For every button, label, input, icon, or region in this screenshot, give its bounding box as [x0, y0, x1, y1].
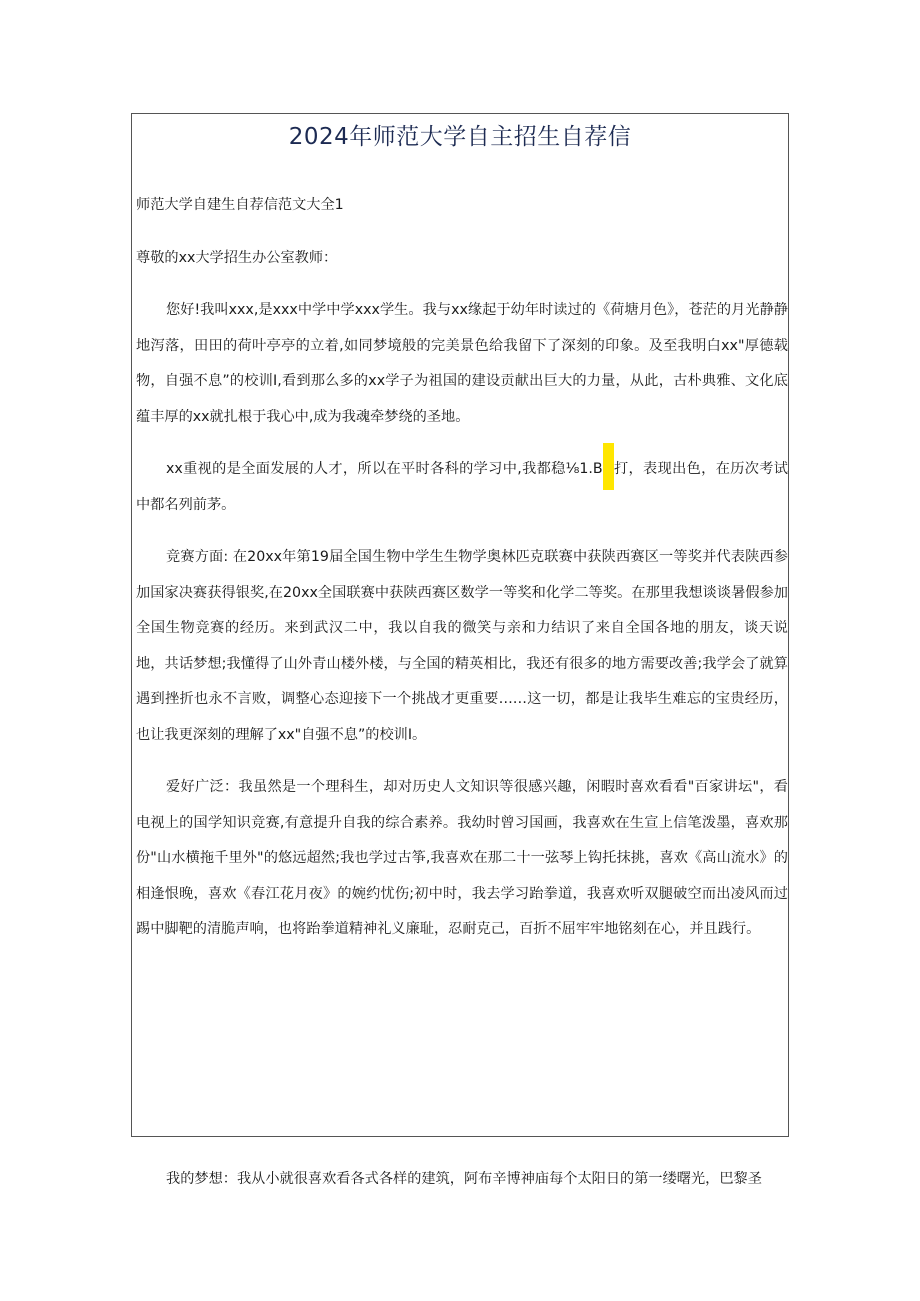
- paragraph-dream: 我的梦想：我从小就很喜欢看各式各样的建筑，阿布辛博神庙每个太阳日的第一缕曙光，巴黎圣: [166, 1171, 762, 1187]
- document-subtitle: 师范大学自建生自荐信范文大全1: [136, 197, 344, 213]
- paragraph-competitions: 竞赛方面: 在20xx年第19届全国生物中学生生物学奥林匹克联赛中获陕西赛区一等奖并代表陕西参加国家决赛获得银奖,在20xx全国联赛中获陕西赛区数学一等奖和化学二等奖。在那里我想谈谈暑假参加全国生物竞赛的经历。来到武汉二中，我以自我的微笑与亲和力结识了来自全国各地的朋友，谈天说地，共话梦想;我懂得了山外青山楼外楼，与全国的精英相比，我还有很多的地方需要改善;我学会了就算遇到挫折也永不言败，调整心态迎接下一个挑战才更重要……这一切，都是让我毕生难忘的宝贵经历，也让我更深刻的理解了xx"自强不息”的校训I。: [136, 549, 788, 743]
- yellow-highlight-mark: [603, 443, 614, 490]
- paragraph-study-text-end: 打，表现出色，在历次考试中都名列前茅。: [136, 461, 788, 513]
- highlighted-garbled-text: ⅛1.B: [565, 461, 603, 477]
- paragraph-study: [136, 452, 788, 523]
- document-title: 2024年师范大学自主招生自荐信: [288, 124, 632, 150]
- paragraph-hobbies: 爱好广泛：我虽然是一个理科生，却对历史人文知识等很感兴趣，闲暇时喜欢看看"百家讲坛"，看电视上的国学知识竞赛,有意提升自我的综合素养。我幼时曾习国画，我喜欢在生宣上信笔泼墨，喜欢那份"山水横拖千里外"的悠远超然;我也学过古筝,我喜欢在那二十一弦琴上钩托抹挑，喜欢《高山流水》的相逢恨晚，喜欢《春江花月夜》的婉约忧伤;初中时，我去学习跆拳道，我喜欢听双腿破空而出凌风而过踢中脚靶的清脆声响，也将跆拳道精神礼义廉耻，忍耐克己，百折不屈牢牢地铭刻在心，并且践行。: [136, 779, 788, 937]
- paragraph-study-text-start: xx重视的是全面发展的人才，所以在平时各科的学习中,我都稳: [166, 461, 566, 477]
- document-body: [136, 188, 788, 965]
- salutation: 尊敬的xx大学招生办公室教师：: [136, 249, 338, 266]
- paragraph-introduction: 您好!我叫xxx,是xxx中学中学xxx学生。我与xx缘起于幼年时读过的《荷塘月色》，苍茫的月光静静地泻落，田田的荷叶亭亭的立着,如同梦境般的完美景色给我留下了深刻的印象。及至我明白xx"厚德载物，自强不息”的校训I,看到那么多的xx学子为祖国的建设贡献出巨大的力量，从此，古朴典雅、文化底蕴丰厚的xx就扎根于我心中,成为我魂牵梦绕的圣地。: [136, 302, 788, 425]
